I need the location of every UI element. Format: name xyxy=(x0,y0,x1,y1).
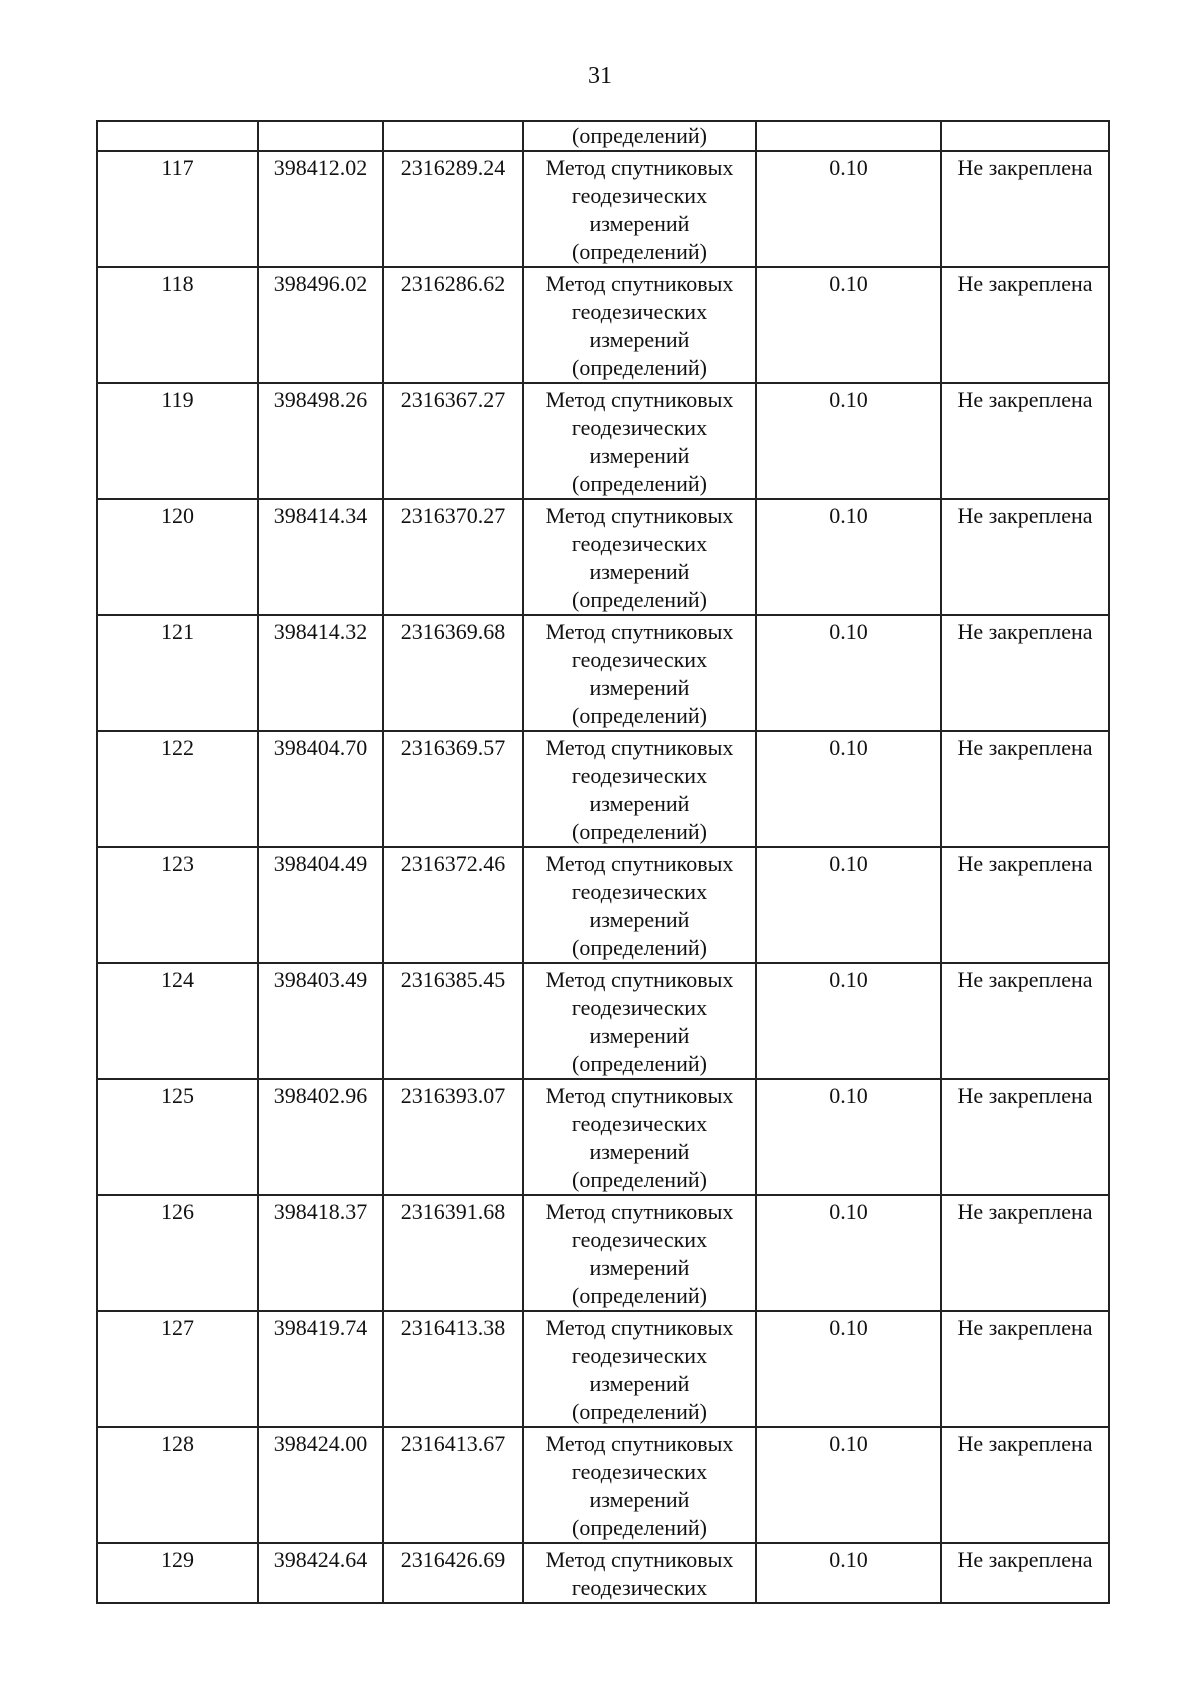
cell-x: 398498.26 xyxy=(258,383,383,499)
cell-y: 2316372.46 xyxy=(383,847,523,963)
table-row xyxy=(97,1079,1109,1195)
table-row xyxy=(97,731,1109,847)
cell-status: Не закреплена xyxy=(941,383,1109,499)
cell-x: 398403.49 xyxy=(258,963,383,1079)
cell-status: Не закреплена xyxy=(941,1195,1109,1311)
cell-method: Метод спутниковых геодезических измерений (определений) xyxy=(523,383,756,499)
cell-point: 119 xyxy=(97,383,258,499)
cell-status xyxy=(941,121,1109,151)
cell-status: Не закреплена xyxy=(941,1543,1109,1603)
table-row xyxy=(97,383,1109,499)
cell-accuracy: 0.10 xyxy=(756,383,941,499)
cell-method: Метод спутниковых геодезических измерений (определений) xyxy=(523,267,756,383)
cell-status: Не закреплена xyxy=(941,1311,1109,1427)
table-row xyxy=(97,963,1109,1079)
cell-point: 125 xyxy=(97,1079,258,1195)
cell-y: 2316385.45 xyxy=(383,963,523,1079)
cell-y: 2316369.57 xyxy=(383,731,523,847)
cell-point: 118 xyxy=(97,267,258,383)
cell-accuracy: 0.10 xyxy=(756,1427,941,1543)
table-row xyxy=(97,1427,1109,1543)
cell-accuracy: 0.10 xyxy=(756,1311,941,1427)
cell-status: Не закреплена xyxy=(941,499,1109,615)
cell-point: 123 xyxy=(97,847,258,963)
table-row xyxy=(97,847,1109,963)
cell-x: 398419.74 xyxy=(258,1311,383,1427)
cell-y: 2316369.68 xyxy=(383,615,523,731)
table-row xyxy=(97,499,1109,615)
cell-y: 2316413.38 xyxy=(383,1311,523,1427)
cell-method: Метод спутниковых геодезических измерений (определений) xyxy=(523,847,756,963)
cell-y: 2316289.24 xyxy=(383,151,523,267)
cell-point: 121 xyxy=(97,615,258,731)
table-row xyxy=(97,1311,1109,1427)
cell-method: Метод спутниковых геодезических xyxy=(523,1543,756,1603)
cell-method: Метод спутниковых геодезических измерений (определений) xyxy=(523,1195,756,1311)
cell-accuracy: 0.10 xyxy=(756,1543,941,1603)
cell-x: 398418.37 xyxy=(258,1195,383,1311)
cell-y: 2316391.68 xyxy=(383,1195,523,1311)
table-row xyxy=(97,1195,1109,1311)
cell-x: 398496.02 xyxy=(258,267,383,383)
cell-accuracy: 0.10 xyxy=(756,731,941,847)
page-number: 31 xyxy=(588,63,612,89)
coordinates-table-container xyxy=(96,120,1108,1604)
cell-y: 2316286.62 xyxy=(383,267,523,383)
cell-point: 127 xyxy=(97,1311,258,1427)
cell-status: Не закреплена xyxy=(941,151,1109,267)
cell-accuracy: 0.10 xyxy=(756,151,941,267)
cell-point xyxy=(97,121,258,151)
cell-x: 398404.49 xyxy=(258,847,383,963)
cell-status: Не закреплена xyxy=(941,1427,1109,1543)
cell-accuracy: 0.10 xyxy=(756,963,941,1079)
table-row xyxy=(97,151,1109,267)
cell-y: 2316370.27 xyxy=(383,499,523,615)
cell-x: 398404.70 xyxy=(258,731,383,847)
cell-x: 398412.02 xyxy=(258,151,383,267)
cell-point: 126 xyxy=(97,1195,258,1311)
cell-accuracy: 0.10 xyxy=(756,1079,941,1195)
cell-method: Метод спутниковых геодезических измерений (определений) xyxy=(523,963,756,1079)
coordinates-table xyxy=(96,120,1110,1604)
cell-accuracy xyxy=(756,121,941,151)
cell-point: 117 xyxy=(97,151,258,267)
cell-x: 398414.32 xyxy=(258,615,383,731)
cell-y: 2316393.07 xyxy=(383,1079,523,1195)
cell-method: Метод спутниковых геодезических измерений (определений) xyxy=(523,499,756,615)
coordinates-table-body xyxy=(97,121,1109,1603)
cell-method: Метод спутниковых геодезических измерений (определений) xyxy=(523,1311,756,1427)
cell-status: Не закреплена xyxy=(941,615,1109,731)
cell-x xyxy=(258,121,383,151)
cell-point: 128 xyxy=(97,1427,258,1543)
cell-x: 398414.34 xyxy=(258,499,383,615)
cell-x: 398424.00 xyxy=(258,1427,383,1543)
cell-accuracy: 0.10 xyxy=(756,847,941,963)
cell-status: Не закреплена xyxy=(941,847,1109,963)
cell-method: Метод спутниковых геодезических измерений (определений) xyxy=(523,1079,756,1195)
cell-method: (определений) xyxy=(523,121,756,151)
table-row-continued xyxy=(97,121,1109,151)
cell-status: Не закреплена xyxy=(941,963,1109,1079)
cell-y: 2316413.67 xyxy=(383,1427,523,1543)
cell-y: 2316367.27 xyxy=(383,383,523,499)
cell-accuracy: 0.10 xyxy=(756,499,941,615)
cell-accuracy: 0.10 xyxy=(756,267,941,383)
cell-y xyxy=(383,121,523,151)
cell-method: Метод спутниковых геодезических измерений (определений) xyxy=(523,1427,756,1543)
cell-x: 398424.64 xyxy=(258,1543,383,1603)
cell-point: 129 xyxy=(97,1543,258,1603)
cell-point: 120 xyxy=(97,499,258,615)
cell-method: Метод спутниковых геодезических измерений (определений) xyxy=(523,151,756,267)
cell-status: Не закреплена xyxy=(941,1079,1109,1195)
cell-x: 398402.96 xyxy=(258,1079,383,1195)
cell-status: Не закреплена xyxy=(941,267,1109,383)
cell-status: Не закреплена xyxy=(941,731,1109,847)
cell-point: 124 xyxy=(97,963,258,1079)
cell-accuracy: 0.10 xyxy=(756,1195,941,1311)
cell-method: Метод спутниковых геодезических измерений (определений) xyxy=(523,731,756,847)
table-row xyxy=(97,1543,1109,1603)
table-row xyxy=(97,267,1109,383)
cell-point: 122 xyxy=(97,731,258,847)
cell-accuracy: 0.10 xyxy=(756,615,941,731)
cell-method: Метод спутниковых геодезических измерений (определений) xyxy=(523,615,756,731)
table-row xyxy=(97,615,1109,731)
cell-y: 2316426.69 xyxy=(383,1543,523,1603)
